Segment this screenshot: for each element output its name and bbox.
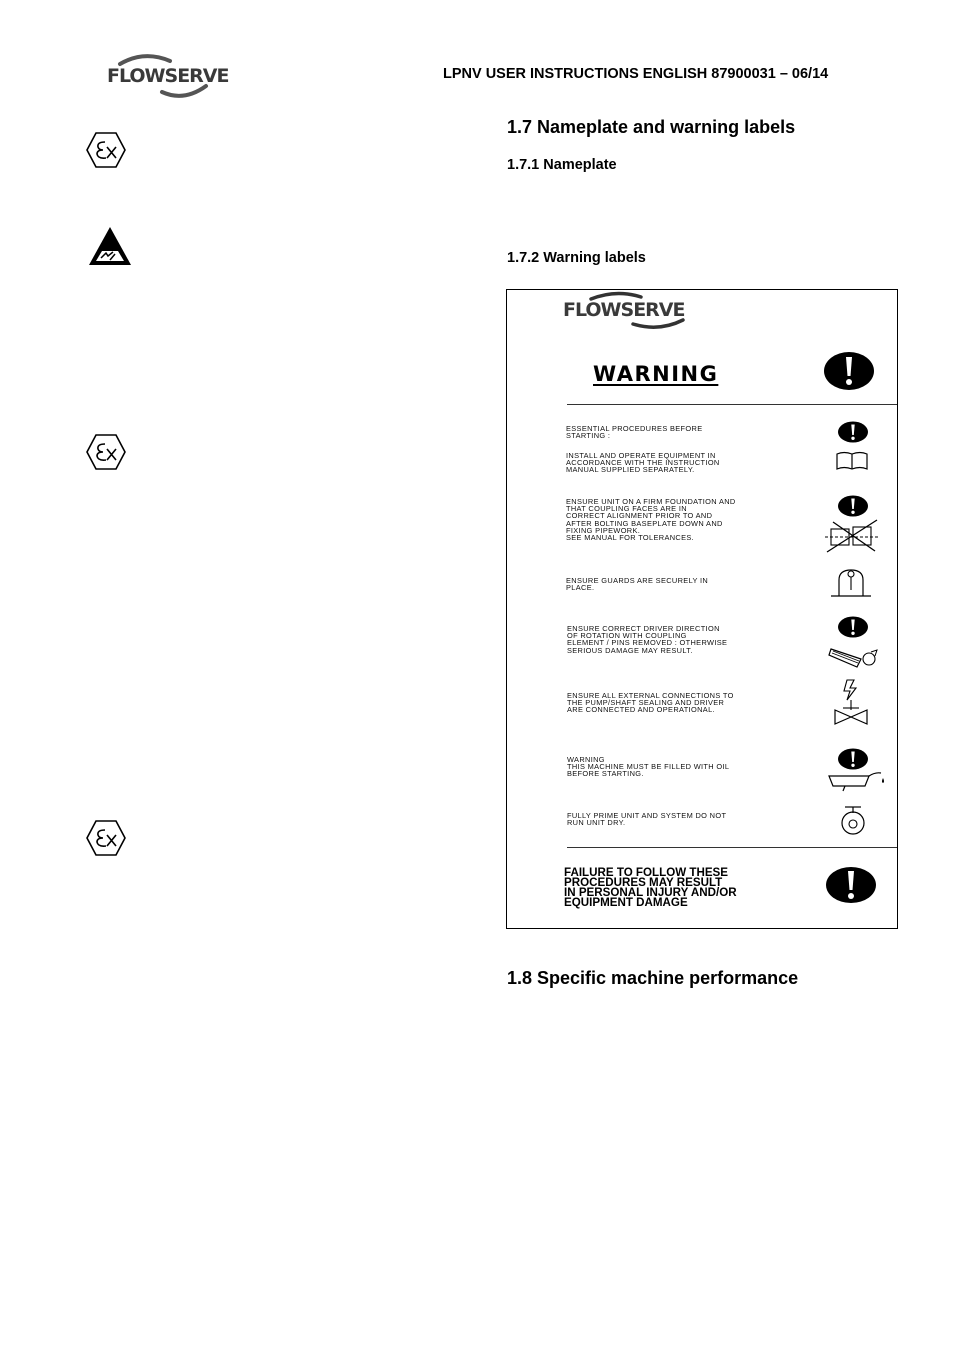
document-header-title: LPNV USER INSTRUCTIONS ENGLISH 87900031 – 06/14 [443, 66, 829, 82]
flowserve-logo [106, 52, 229, 100]
guard-icon [829, 566, 873, 598]
rotation-direction-icon [827, 641, 881, 669]
label-item-text: ENSURE UNIT ON A FIRM FOUNDATION AND THAT COUPLING FACES ARE IN CORRECT ALIGNMENT PRIOR TO AND AFTER BOLTING BASEPLATE DOWN AND FIXING PIPEWORK. SEE MANUAL FOR TOLERANCES. [566, 497, 736, 543]
exclamation-icon [837, 748, 869, 770]
oil-can-icon [825, 770, 889, 792]
label-item-text: INSTALL AND OPERATE EQUIPMENT IN ACCORDANCE WITH THE INSTRUCTION MANUAL SUPPLIED SEPARATELY. [566, 451, 720, 475]
exclamation-icon [837, 421, 869, 443]
prime-pump-icon [835, 804, 871, 836]
ex-atex-icon [86, 132, 126, 168]
logo-text: FLOWSERVE [107, 65, 229, 87]
static-electricity-warning-icon [88, 225, 132, 267]
coupling-alignment-icon [823, 518, 881, 554]
warning-label-figure [506, 289, 898, 929]
label-divider [567, 847, 898, 848]
label-logo-text: FLOWSERVE [563, 299, 685, 321]
exclamation-icon [837, 495, 869, 517]
label-item-text: ENSURE CORRECT DRIVER DIRECTION OF ROTATION WITH COUPLING ELEMENT / PINS REMOVED : OTHERWISE SERIOUS DAMAGE MAY RESULT. [567, 624, 728, 655]
label-item-text: ENSURE ALL EXTERNAL CONNECTIONS TO THE PUMP/SHAFT SEALING AND DRIVER ARE CONNECTED AND OPERATIONAL. [567, 691, 734, 715]
section-heading-1-7-1: 1.7.1 Nameplate [507, 157, 617, 173]
label-item-text: WARNING THIS MACHINE MUST BE FILLED WITH OIL BEFORE STARTING. [567, 755, 730, 779]
exclamation-icon [823, 351, 875, 391]
label-item-text: ENSURE GUARDS ARE SECURELY IN PLACE. [566, 576, 709, 593]
label-warning-title: WARNING [593, 362, 719, 386]
exclamation-icon [825, 866, 877, 904]
label-footer-warning: FAILURE TO FOLLOW THESE PROCEDURES MAY RESULT IN PERSONAL INJURY AND/OR EQUIPMENT DAMAGE [564, 866, 737, 909]
section-heading-1-7: 1.7 Nameplate and warning labels [507, 117, 796, 137]
label-divider [567, 404, 898, 405]
label-item-text: ESSENTIAL PROCEDURES BEFORE STARTING : [566, 424, 703, 441]
section-heading-1-8: 1.8 Specific machine performance [507, 968, 799, 988]
exclamation-icon [837, 616, 869, 638]
ex-atex-icon [86, 820, 126, 856]
label-item-text: FULLY PRIME UNIT AND SYSTEM DO NOT RUN UNIT DRY. [567, 811, 727, 828]
section-heading-1-7-2: 1.7.2 Warning labels [507, 250, 646, 266]
electric-valve-icon [829, 678, 873, 730]
manual-book-icon [835, 450, 869, 472]
ex-atex-icon [86, 434, 126, 470]
